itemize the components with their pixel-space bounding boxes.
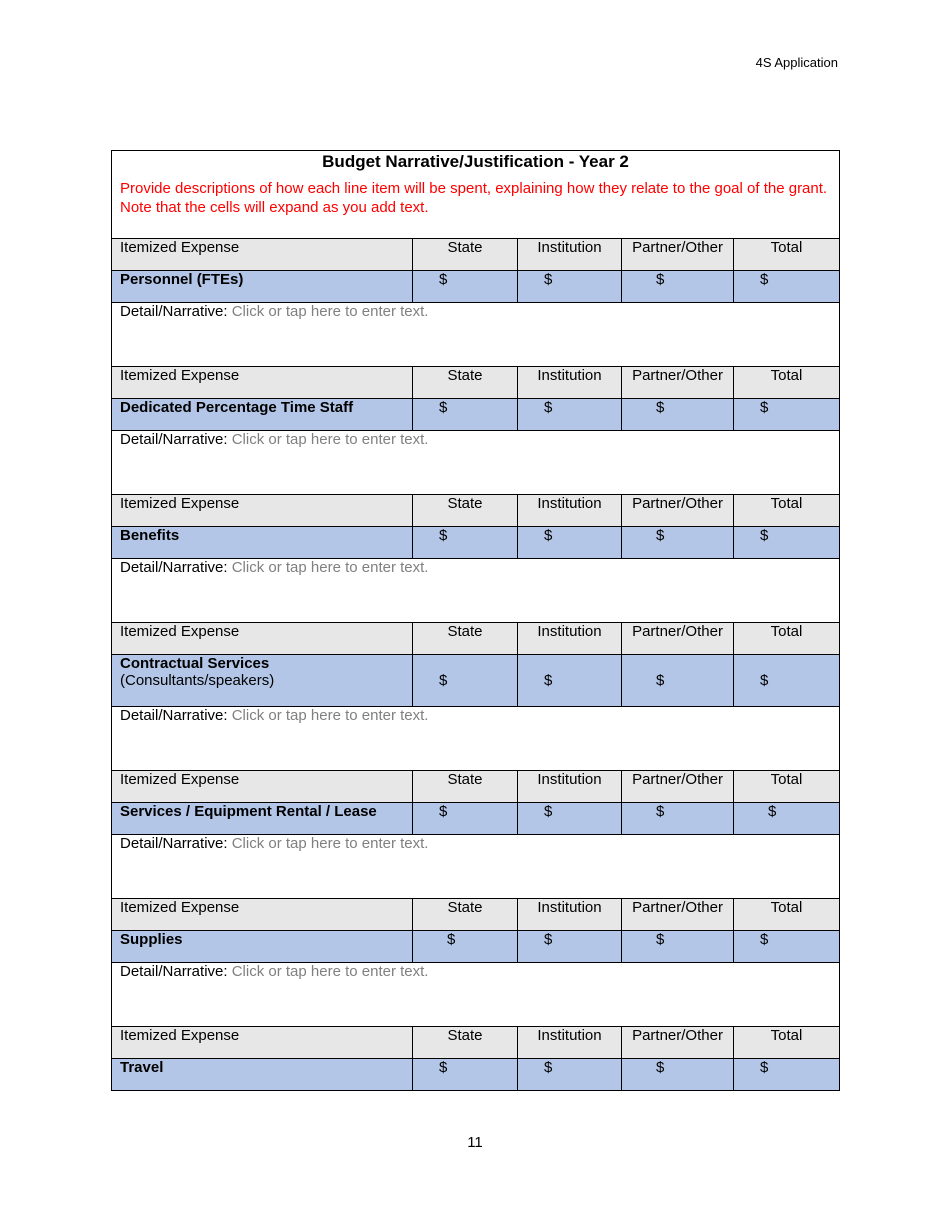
column-header-total [734,623,840,655]
line-item-name: Personnel (FTEs) [120,271,244,288]
column-header-label: Itemized Expense [120,623,240,640]
line-item-name-cell [112,399,413,431]
column-header-total [734,239,840,271]
line-item-name-cell [112,655,413,707]
amount-total-field[interactable] [734,399,840,431]
column-header-label: Itemized Expense [120,239,240,256]
amount-institution-field[interactable] [518,931,622,963]
currency-symbol: $ [439,803,448,820]
line-item-name: Contractual Services [120,655,270,672]
column-header-total [734,495,840,527]
amount-state-field[interactable] [413,399,518,431]
line-item-name-cell [112,1059,413,1091]
column-header-label: Itemized Expense [120,495,240,512]
detail-narrative-row [112,303,840,367]
column-header-row [112,771,840,803]
column-header-label: Partner/Other [632,239,723,256]
currency-symbol: $ [544,399,553,416]
detail-narrative-placeholder[interactable]: Click or tap here to enter text. [231,963,429,980]
amount-partner-other-field[interactable] [622,655,734,707]
currency-symbol: $ [544,271,553,288]
column-header-label: Institution [537,771,602,788]
column-header-institution [518,495,622,527]
column-header-label: State [447,367,483,384]
currency-symbol: $ [656,803,665,820]
column-header-label: State [447,899,483,916]
column-header-total [734,1027,840,1059]
amount-state-field[interactable] [413,931,518,963]
column-header-label: Institution [537,367,602,384]
line-item-name: Dedicated Percentage Time Staff [120,399,354,416]
column-header-itemized-expense [112,367,413,399]
currency-symbol: $ [760,931,769,948]
column-header-institution [518,771,622,803]
amount-institution-field[interactable] [518,527,622,559]
detail-narrative-label: Detail/Narrative: [120,431,228,448]
column-header-total [734,771,840,803]
line-item-row [112,803,840,835]
amount-total-field[interactable] [734,271,840,303]
column-header-total [734,899,840,931]
currency-symbol: $ [544,1059,553,1076]
detail-narrative-placeholder[interactable]: Click or tap here to enter text. [231,303,429,320]
currency-symbol: $ [439,399,448,416]
line-item-name-cell [112,271,413,303]
amount-institution-field[interactable] [518,655,622,707]
column-header-state [413,1027,518,1059]
column-header-state [413,771,518,803]
column-header-itemized-expense [112,239,413,271]
detail-narrative-placeholder[interactable]: Click or tap here to enter text. [231,835,429,852]
column-header-label: Partner/Other [632,367,723,384]
line-item-subtitle: (Consultants/speakers) [120,672,275,689]
column-header-institution [518,899,622,931]
column-header-row [112,899,840,931]
title-cell [112,151,840,239]
column-header-partner-other [622,367,734,399]
detail-narrative-field[interactable] [112,559,840,623]
currency-symbol: $ [656,271,665,288]
line-item-row [112,271,840,303]
line-item-name: Travel [120,1059,164,1076]
detail-narrative-label: Detail/Narrative: [120,707,228,724]
amount-institution-field[interactable] [518,271,622,303]
column-header-partner-other [622,1027,734,1059]
amount-total-field[interactable] [734,527,840,559]
amount-state-field[interactable] [413,655,518,707]
currency-symbol: $ [760,672,769,689]
currency-symbol: $ [544,527,553,544]
amount-partner-other-field[interactable] [622,271,734,303]
currency-symbol: $ [656,527,665,544]
currency-symbol: $ [439,1059,448,1076]
line-item-row [112,655,840,707]
column-header-label: Itemized Expense [120,899,240,916]
column-header-state [413,367,518,399]
amount-state-field[interactable] [413,527,518,559]
currency-symbol: $ [544,803,553,820]
column-header-label: Total [770,771,803,788]
column-header-institution [518,1027,622,1059]
line-item-name-cell [112,527,413,559]
document-header-label: 4S Application [755,55,838,70]
detail-narrative-row [112,963,840,1027]
column-header-label: Partner/Other [632,1027,723,1044]
column-header-row [112,495,840,527]
column-header-label: Total [770,239,803,256]
amount-total-field[interactable] [734,655,840,707]
detail-narrative-row [112,707,840,771]
currency-symbol: $ [760,527,769,544]
page-number: 11 [467,1134,483,1151]
column-header-total [734,367,840,399]
detail-narrative-field[interactable] [112,431,840,495]
column-header-label: State [447,239,483,256]
amount-total-field[interactable] [734,931,840,963]
detail-narrative-placeholder[interactable]: Click or tap here to enter text. [231,707,429,724]
amount-partner-other-field[interactable] [622,803,734,835]
column-header-row [112,623,840,655]
currency-symbol: $ [656,1059,665,1076]
currency-symbol: $ [447,931,456,948]
detail-narrative-row [112,835,840,899]
column-header-state [413,899,518,931]
line-item-row [112,1059,840,1091]
column-header-row [112,239,840,271]
column-header-label: Institution [537,623,602,640]
line-item-name: Benefits [120,527,180,544]
column-header-institution [518,239,622,271]
currency-symbol: $ [656,672,665,689]
column-header-itemized-expense [112,899,413,931]
column-header-partner-other [622,899,734,931]
currency-symbol: $ [760,399,769,416]
column-header-state [413,239,518,271]
column-header-label: Partner/Other [632,495,723,512]
amount-institution-field[interactable] [518,1059,622,1091]
line-item-name: Supplies [120,931,183,948]
column-header-label: Institution [537,899,602,916]
column-header-label: Partner/Other [632,623,723,640]
line-item-name-cell [112,931,413,963]
column-header-partner-other [622,623,734,655]
instructions-text: Provide descriptions of how each line item will be spent, explaining how they relate to the goal of the grant. Note that the cells will expand as you add text. [120,180,828,216]
line-item-row [112,527,840,559]
amount-state-field[interactable] [413,1059,518,1091]
detail-narrative-field[interactable] [112,835,840,899]
column-header-label: Institution [537,239,602,256]
detail-narrative-field[interactable] [112,963,840,1027]
column-header-label: Institution [537,1027,602,1044]
column-header-label: Itemized Expense [120,1027,240,1044]
column-header-label: Partner/Other [632,899,723,916]
column-header-label: State [447,623,483,640]
column-header-label: Total [770,623,803,640]
column-header-institution [518,367,622,399]
amount-partner-other-field[interactable] [622,931,734,963]
amount-total-field[interactable] [734,803,840,835]
detail-narrative-label: Detail/Narrative: [120,559,228,576]
amount-partner-other-field[interactable] [622,527,734,559]
column-header-label: Partner/Other [632,771,723,788]
detail-narrative-field[interactable] [112,707,840,771]
table-title: Budget Narrative/Justification - Year 2 [322,152,629,171]
currency-symbol: $ [760,271,769,288]
currency-symbol: $ [656,399,665,416]
amount-state-field[interactable] [413,271,518,303]
currency-symbol: $ [439,527,448,544]
column-header-itemized-expense [112,623,413,655]
line-item-row [112,399,840,431]
detail-narrative-placeholder[interactable]: Click or tap here to enter text. [231,559,429,576]
title-row [112,151,840,239]
amount-institution-field[interactable] [518,803,622,835]
column-header-itemized-expense [112,1027,413,1059]
amount-institution-field[interactable] [518,399,622,431]
currency-symbol: $ [544,931,553,948]
detail-narrative-placeholder[interactable]: Click or tap here to enter text. [231,431,429,448]
column-header-institution [518,623,622,655]
amount-partner-other-field[interactable] [622,1059,734,1091]
detail-narrative-label: Detail/Narrative: [120,835,228,852]
column-header-partner-other [622,771,734,803]
column-header-itemized-expense [112,495,413,527]
currency-symbol: $ [768,803,777,820]
line-item-name-cell [112,803,413,835]
column-header-row [112,367,840,399]
currency-symbol: $ [656,931,665,948]
column-header-label: Total [770,1027,803,1044]
line-item-row [112,931,840,963]
currency-symbol: $ [544,672,553,689]
line-item-name: Services / Equipment Rental / Lease [120,803,377,820]
amount-state-field[interactable] [413,803,518,835]
amount-partner-other-field[interactable] [622,399,734,431]
budget-table [111,150,840,1091]
detail-narrative-label: Detail/Narrative: [120,303,228,320]
detail-narrative-row [112,559,840,623]
column-header-label: State [447,1027,483,1044]
column-header-label: Total [770,495,803,512]
column-header-label: Total [770,899,803,916]
column-header-label: Institution [537,495,602,512]
column-header-partner-other [622,495,734,527]
column-header-state [413,495,518,527]
column-header-label: Total [770,367,803,384]
detail-narrative-field[interactable] [112,303,840,367]
currency-symbol: $ [760,1059,769,1076]
column-header-state [413,623,518,655]
column-header-row [112,1027,840,1059]
column-header-label: State [447,771,483,788]
detail-narrative-row [112,431,840,495]
detail-narrative-label: Detail/Narrative: [120,963,228,980]
amount-total-field[interactable] [734,1059,840,1091]
column-header-label: State [447,495,483,512]
column-header-label: Itemized Expense [120,367,240,384]
column-header-itemized-expense [112,771,413,803]
column-header-label: Itemized Expense [120,771,240,788]
column-header-partner-other [622,239,734,271]
currency-symbol: $ [439,672,448,689]
currency-symbol: $ [439,271,448,288]
